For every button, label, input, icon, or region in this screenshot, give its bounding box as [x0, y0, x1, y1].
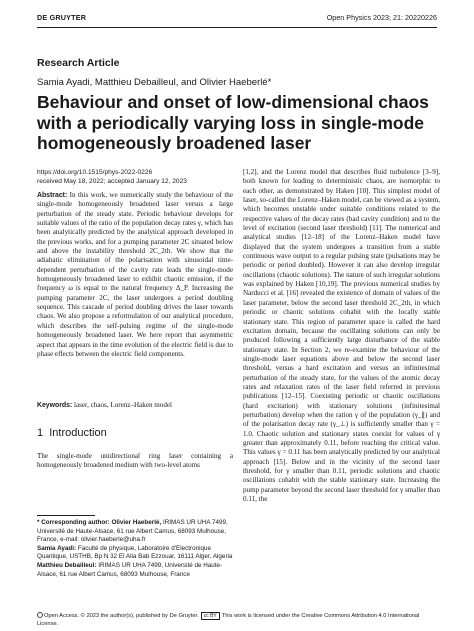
abstract-text: In this work, we numerically study the behaviour of the single-mode homogeneously broadened laser versus a large perturbation of the steady state. Periodic behaviour develops for suitable values of the ratio of the population decay rates γ, which has been analytically predicted by the analytical approach developed in the previous works, and for a pumping parameter 2C situated below and above the instability threshold 2C_2th. We show that the adiabatic elimination of the polarisation with sinusoidal time-dependent perturbation of the cavity rate leads the single-mode homogeneously broadened laser to exhibit chaotic emission, if the frequency ω is equal to the natural frequency Δ_P. Increasing the pumping parameter 2C, the laser undergoes a period doubling sequence. This cascade of period doubling drives the laser towards chaos. We also propose a reformulation of our analytical procedure, which describes the self-pulsing regime of the single-mode homogeneously broadened laser. We here report that asymmetric aspect that appears in the time evolution of the electric field is due to phase effects between the electric field components.: [37, 191, 233, 358]
abstract-label: Abstract:: [37, 192, 68, 199]
right-column-text: [1,2], and the Lorenz model that describes fluid turbulence [3–9], both known for leading to deterministic chaos, are isomorphic to each other, as demonstrated by Haken [10]. This simplest model of laser, so-called the Lorenz–Haken model, can be viewed as a system, which becomes unstable under suitable conditions related to the respective values of the decay rates (bad cavity condition) and to the level of excitation (second laser threshold) [11]. The numerical and analytical studies [12–18] of the Lorenz–Haken model have displayed that the system undergoes a transition from a stable continuous wave output to a regular pulsing state (pulsations may be periodic or period doubled). However it can also develop irregular oscillations (chaotic solutions). The nature of such irregular solutions was explained by Haken [10,19]. The previous numerical studies by Narducci et al. [16] revealed the existence of domain of values of the laser parameter, below the second laser threshold 2C_2th, in which periodic or chaotic solutions cohabit with the locally stable stationary state. This region of parameter space is called the hard excitation domain, because the oscillating solutions can only be produced following a sufficiently large disturbance of the stable stationary state. In Section 2, we re-examine the behaviour of the single-mode laser equations above and below the second laser threshold, versus a hard excitation and versus an infinitesimal perturbation of the steady state, for the values of the atomic decay rates and relaxation rates of the laser field referred in previous publications [12–15]. Coexisting periodic or chaotic oscillations (hard excitation) with stationary solutions (infinitesimal perturbation) develop when the ration γ of the population (γ_∥) and of the polarisation decay rate (γ_⊥) is sufficiently smaller than γ = 1.0. Chaotic solution and stationary states coexist for values of γ greater than approximately 0.11, before reaching the critical value. This values γ = 0.11 has been analytically predicted by our analytical approach [15]. Below and in the vicinity of the second laser threshold, for γ smaller than 0.11, periodic solutions and chaotic oscillations cohabit with the stable stationary state. Increasing the pump parameter beyond the second laser threshold for γ smaller than 0.11, the: [243, 168, 440, 504]
license-footer: [37, 612, 440, 628]
section-title: Introduction: [49, 427, 107, 439]
footnote-label: Samia Ayadi:: [37, 544, 77, 552]
footnote-label: * Corresponding author: Olivier Haeberlé,: [37, 519, 162, 526]
footnote: [37, 562, 233, 579]
keywords-text: laser, chaos, Lorenz–Haken model: [74, 401, 173, 409]
intro-paragraph: The single-mode unidirectional ring laser containing a homogeneously broadened medium with two-level atoms: [37, 452, 233, 470]
section-number: 1: [37, 427, 44, 439]
open-access-icon: [37, 612, 43, 618]
footnote: [37, 519, 233, 545]
footnote-rule: [37, 515, 95, 516]
article-type: Research Article: [37, 57, 120, 69]
footnote-text: IRIMAS UR UHA 7499, Université de Haute-Alsace, 61 rue Albert Camus, 68093 Mulhouse, France: [37, 561, 223, 578]
license-text: This work is licensed under the Creative Commons Attribution 4.0 International License.: [37, 613, 420, 627]
journal-reference: Open Physics 2023; 21: 20220226: [326, 12, 437, 22]
page-header: [37, 7, 437, 27]
doi-link[interactable]: https://doi.org/10.1515/phys-2022-0226: [37, 169, 153, 176]
title-line: with a periodically varying loss in single-mode: [37, 112, 425, 133]
article-meta: [37, 168, 187, 186]
footnote: [37, 545, 233, 562]
submission-dates: received May 18, 2022; accepted January 12, 2023: [37, 178, 187, 185]
cc-license-icon[interactable]: cc BY: [201, 612, 220, 620]
header-rule: [37, 27, 437, 28]
section-heading: [37, 427, 107, 439]
title-line: homogeneously broadened laser: [37, 133, 312, 153]
publisher-name: DE GRUYTER: [37, 12, 87, 22]
keywords-label: Keywords:: [37, 402, 73, 409]
footnote-text: Faculté de physique, Laboratoire d'Electronique Quantique, USTHB, Bp N 32 El Alia Bab Ezzouar, 16111 Alger, Algeria: [37, 544, 233, 561]
footnotes: [37, 519, 233, 579]
author-list: Samia Ayadi, Matthieu Debailleul, and Olivier Haeberlé*: [37, 77, 272, 88]
footnote-text: IRIMAS UR UHA 7499, Université de Haute-Alsace, 61 rue Albert Camus, 68093 Mulhouse, France, e-mail: olivier.haeberle@uha.fr: [37, 519, 228, 544]
open-access-text: Open Access. © 2023 the author(s), published by De Gruyter.: [44, 613, 199, 619]
title-line: Behaviour and onset of low-dimensional chaos: [37, 92, 429, 112]
paper-title: [37, 92, 442, 154]
keywords: [37, 401, 233, 409]
abstract: [37, 191, 233, 359]
footnote-label: Matthieu Debailleul:: [37, 561, 97, 569]
